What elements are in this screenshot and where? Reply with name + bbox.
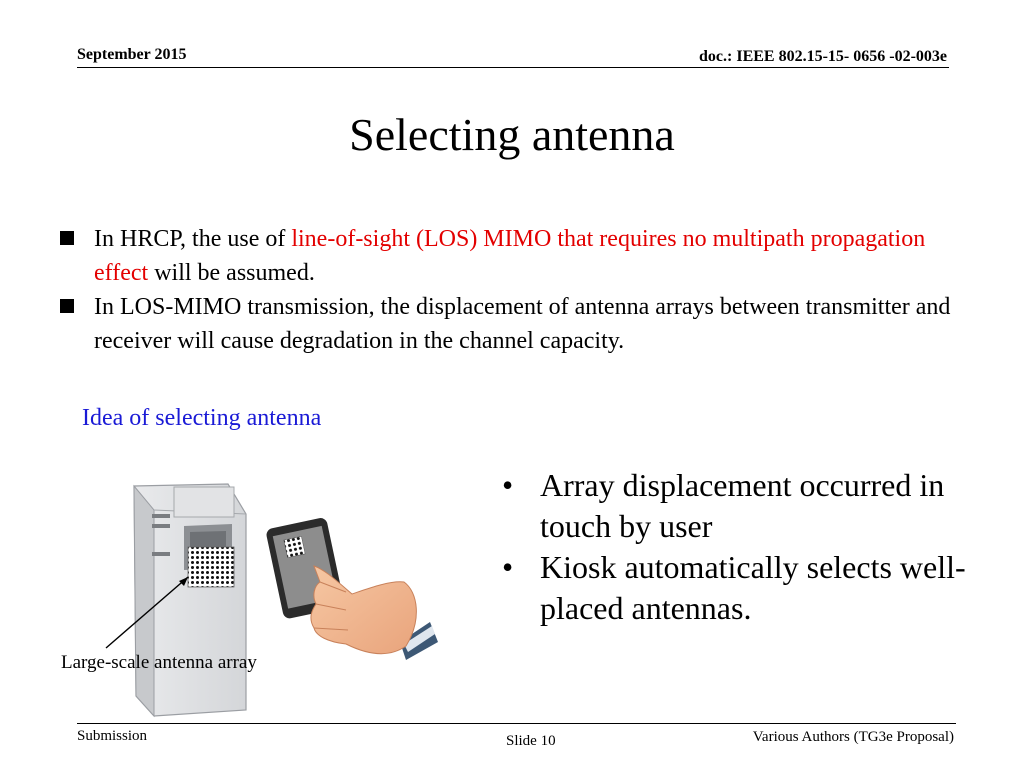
square-bullet-icon [60, 299, 74, 313]
point-text: Kiosk automatically selects well-placed antennas. [540, 549, 966, 626]
point-item [498, 547, 968, 629]
bullet-text-pre: In HRCP, the use of [94, 226, 292, 252]
hand-icon [311, 566, 438, 660]
header-doc-id: doc.: IEEE 802.15-15- 0656 -02-003e [699, 48, 947, 65]
figure-caption: Large-scale antenna array [61, 652, 257, 673]
kiosk-icon [134, 484, 246, 716]
point-text: Array displacement occurred in touch by user [540, 467, 945, 544]
bullet-text: In LOS-MIMO transmission, the displacement of antenna arrays between transmitter and receiver will cause degradation in the channel capacity. [94, 294, 951, 354]
point-item [498, 465, 968, 547]
round-bullet-icon: • [502, 467, 514, 503]
round-bullet-icon: • [502, 549, 514, 585]
kiosk-illustration [100, 470, 440, 720]
bullet-item [60, 222, 960, 290]
bullet-item [60, 290, 960, 358]
footer-submission: Submission [77, 728, 148, 744]
footer-authors: Various Authors (TG3e Proposal) [752, 729, 954, 745]
footer-rule [77, 723, 956, 724]
bullet-text-highlight: line-of-sight (LOS) MIMO that requires no multipath propagation effect [94, 226, 926, 286]
header-rule [77, 67, 949, 68]
footer-slide-number: Slide 10 [506, 733, 556, 749]
points-list [498, 465, 968, 629]
slide-title: Selecting antenna [349, 109, 675, 160]
header-date: September 2015 [77, 46, 187, 63]
square-bullet-icon [60, 231, 74, 245]
main-bullet-list [60, 222, 960, 358]
antenna-array-pattern [188, 547, 234, 587]
bullet-text-post: will be assumed. [148, 260, 315, 286]
kiosk-figure [100, 470, 440, 725]
idea-heading: Idea of selecting antenna [82, 405, 322, 431]
